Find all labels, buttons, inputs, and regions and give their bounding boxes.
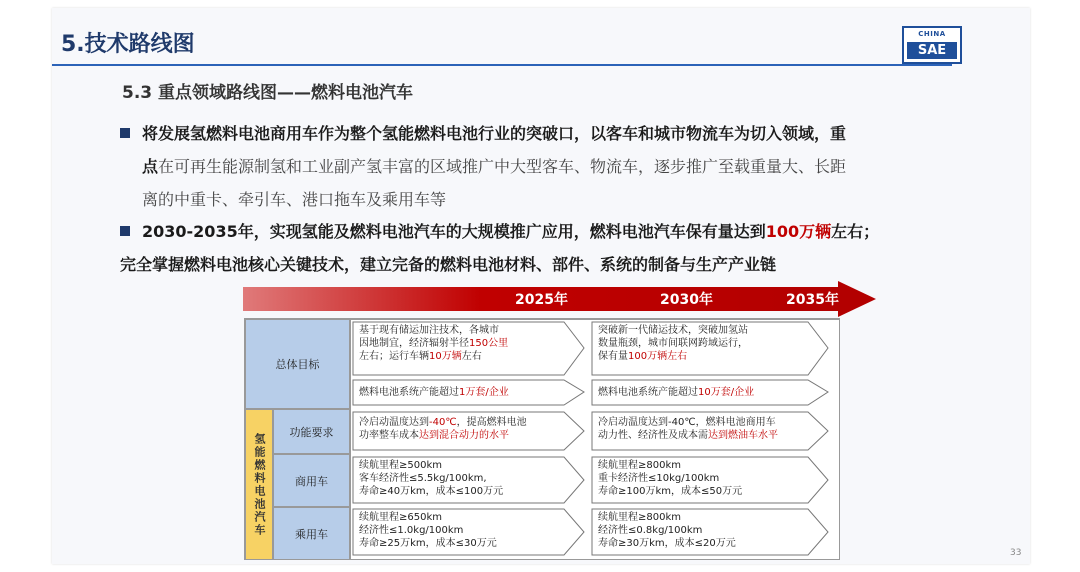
- goal-2025-line-2-a: 因地制宜，经济辐射半径: [359, 338, 469, 349]
- function-2025-cell: [352, 411, 585, 451]
- commercial-2025-life-cost: 寿命≥40万km，成本≤100万元: [359, 486, 504, 497]
- passenger-2030-cell: [591, 508, 829, 556]
- logo-top-text: CHINA: [918, 30, 946, 38]
- bullet-2-line-2: 完全掌握燃料电池核心关键技术，建立完备的燃料电池材料、部件、系统的制备与生产产业链: [120, 255, 777, 274]
- goal-2030-line-3-a: 保有量: [598, 351, 628, 362]
- function-2025-a: 冷启动温度达到: [359, 417, 429, 428]
- page-number: 33: [1010, 548, 1022, 558]
- function-2025-b: 功率整车成本: [359, 430, 419, 441]
- commercial-2025-economy: 客车经济性≤5.5kg/100km,: [359, 473, 487, 484]
- function-2025-target: 达到混合动力的水平: [419, 430, 509, 441]
- function-2030-line-2: [598, 429, 778, 442]
- function-2030-line-1: 冷启动温度达到-40℃，燃料电池商用车: [598, 417, 776, 428]
- function-2030-b: 动力性、经济性及成本需: [598, 430, 708, 441]
- row-commercial-label: 商用车: [273, 454, 350, 507]
- goal-2025-vehicles: 10万辆: [429, 351, 462, 362]
- bullet-1-line-3: 离的中重卡、牵引车、港口拖车及乘用车等: [142, 190, 447, 209]
- passenger-2025-range: 续航里程≥650km: [359, 512, 442, 523]
- section-subtitle: 5.3 重点领域路线图——燃料电池汽车: [122, 83, 414, 103]
- bullet-1-bold-char: 点: [142, 157, 159, 176]
- commercial-2030-economy: 重卡经济性≤10kg/100km: [598, 473, 720, 484]
- passenger-2030-economy: 经济性≤0.8kg/100km: [598, 525, 703, 536]
- goal-2030-line-1: 突破新一代储运技术，突破加氢站: [598, 325, 748, 336]
- capacity-2030-text: [598, 386, 754, 399]
- goal-2025-text: [359, 324, 508, 363]
- vehicle-category-label: 氢能燃料电池汽车: [245, 409, 273, 560]
- goal-2025-line-3: [359, 350, 508, 363]
- bullet-2-text-a: 2030-2035年，实现氢能及燃料电池汽车的大规模推广应用，燃料电池汽车保有量达到: [142, 222, 766, 241]
- goal-2030-cell: [591, 321, 829, 376]
- capacity-2030-value: 10万套/企业: [698, 387, 755, 398]
- passenger-2025-cell: [352, 508, 585, 556]
- goal-2025-line-2: [359, 337, 508, 350]
- commercial-2030-range: 续航里程≥800km: [598, 460, 681, 471]
- passenger-2030-range: 续航里程≥800km: [598, 512, 681, 523]
- china-sae-logo: [902, 26, 962, 64]
- page-title: 5.技术路线图: [61, 32, 195, 57]
- row-function-label: 功能要求: [273, 409, 350, 454]
- commercial-2025-range: 续航里程≥500km: [359, 460, 442, 471]
- goal-2030-text: [598, 324, 748, 363]
- passenger-2030-life-cost: 寿命≥30万km，成本≤20万元: [598, 538, 736, 549]
- timeline-year-2025: 2025年: [515, 292, 568, 308]
- row-passenger-label: 乘用车: [273, 507, 350, 560]
- bullet-2-line-1: [142, 215, 879, 248]
- passenger-2025-life-cost: 寿命≥25万km，成本≤30万元: [359, 538, 497, 549]
- passenger-2025-economy: 经济性≤1.0kg/100km: [359, 525, 464, 536]
- goal-2030-line-2: 数量瓶颈，城市间联网跨域运行，: [598, 338, 748, 349]
- goal-2025-line-3-a: 左右；运行车辆: [359, 351, 429, 362]
- function-2030-cell: [591, 411, 829, 451]
- commercial-2030-life-cost: 寿命≥100万km，成本≤50万元: [598, 486, 743, 497]
- commercial-2025-cell: [352, 456, 585, 504]
- commercial-2025-text: [359, 459, 503, 498]
- capacity-2025-value: 1万套/企业: [459, 387, 509, 398]
- bullet-square-icon: [120, 128, 130, 138]
- timeline-year-2030: 2030年: [660, 292, 713, 308]
- bullet-2-text-b: 左右；: [831, 222, 880, 241]
- logo-bottom-text: SAE: [907, 42, 957, 59]
- function-2025-temp: -40℃: [429, 417, 457, 428]
- bullet-2-highlight: 100万辆: [765, 222, 832, 241]
- passenger-2030-text: [598, 511, 736, 550]
- bullet-1-line-2: [142, 150, 846, 183]
- commercial-2030-cell: [591, 456, 829, 504]
- goal-2030-line-3: [598, 350, 748, 363]
- goal-2025-line-1: 基于现有储运加注技术，各城市: [359, 325, 499, 336]
- title-divider: [52, 64, 952, 66]
- capacity-2030-a: 燃料电池系统产能超过: [598, 387, 698, 398]
- overall-goal-label: 总体目标: [245, 319, 350, 409]
- goal-2025-line-3-end: 左右: [461, 351, 482, 362]
- goal-2025-cell: [352, 321, 585, 376]
- timeline-year-2035: 2035年: [786, 292, 839, 308]
- capacity-2025-text: [359, 386, 509, 399]
- capacity-2025-a: 燃料电池系统产能超过: [359, 387, 459, 398]
- bullet-1-line-2-text: 在可再生能源制氢和工业副产氢丰富的区域推广中大型客车、物流车，逐步推广至载重量大、长距: [158, 157, 847, 176]
- goal-2030-vehicles: 100万辆左右: [628, 351, 688, 362]
- function-2030-target: 达到燃油车水平: [708, 430, 778, 441]
- commercial-2030-text: [598, 459, 742, 498]
- bullet-1-line-1: 将发展氢燃料电池商用车作为整个氢能燃料电池行业的突破口，以客车和城市物流车为切入领域，重: [142, 124, 847, 143]
- function-2025-line-1: [359, 416, 527, 429]
- function-2030-text: [598, 416, 778, 442]
- timeline-arrow-head: [838, 281, 876, 317]
- passenger-2025-text: [359, 511, 497, 550]
- capacity-2030-cell: [591, 379, 829, 406]
- capacity-2025-cell: [352, 379, 585, 406]
- function-2025-text: [359, 416, 527, 442]
- function-2025-a-end: ，提高燃料电池: [456, 417, 527, 428]
- goal-2025-radius: 150公里: [469, 338, 509, 349]
- function-2025-line-2: [359, 429, 527, 442]
- bullet-square-icon: [120, 226, 130, 236]
